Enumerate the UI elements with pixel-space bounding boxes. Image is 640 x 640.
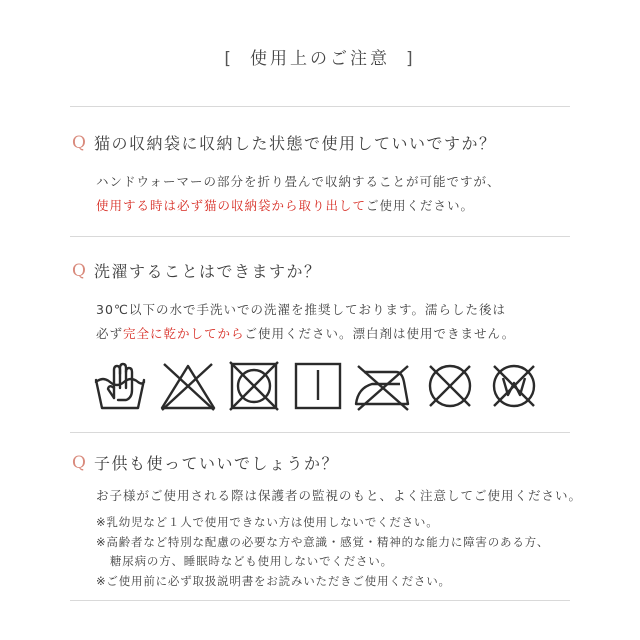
answer-line [96, 322, 515, 346]
q-mark: Q [72, 260, 86, 281]
note-line: ※ご使用前に必ず取扱説明書をお読みいただきご使用ください。 [96, 573, 451, 588]
answer-text: ご使用ください。 [366, 198, 475, 213]
answer-3 [96, 484, 582, 508]
question-text: 猫の収納袋に収納した状態で使用していいですか？ [94, 134, 497, 153]
q-mark: Q [72, 132, 86, 153]
title-text: 使用上のご注意 [250, 49, 390, 69]
line-dry-icon [290, 358, 346, 414]
warning-text: 使用する時は必ず猫の収納袋から取り出して [96, 198, 367, 213]
divider [70, 432, 570, 433]
hand-wash-icon [92, 358, 148, 414]
question-1 [72, 131, 497, 154]
question-text: 洗濯することはできますか？ [94, 262, 322, 281]
question-text: 子供も使っていいでしょうか？ [94, 454, 340, 473]
care-label-icons [92, 358, 548, 414]
divider [70, 236, 570, 237]
answer-line: ハンドウォーマーの部分を折り畳んで収納することが可能ですが、 [96, 174, 501, 189]
warning-text: 完全に乾かしてから [123, 326, 245, 341]
answer-line: お子様がご使用される際は保護者の監視のもと、よく注意してご使用ください。 [96, 488, 583, 503]
note-line: ※乳幼児など１人で使用できない方は使用しないでください。 [96, 515, 439, 529]
bracket-left: [ [224, 49, 234, 69]
answer-line [96, 194, 501, 218]
no-wet-clean-icon [486, 358, 542, 414]
answer-text: 必ず [96, 326, 124, 341]
no-iron-icon [350, 358, 414, 414]
q-mark: Q [72, 452, 86, 473]
answer-2 [96, 298, 515, 346]
no-dry-clean-icon [422, 358, 478, 414]
no-tumble-dry-icon [226, 358, 282, 414]
no-bleach-icon [158, 358, 218, 414]
page-title [0, 44, 640, 69]
answer-line: 30℃以下の水で手洗いでの洗濯を推奨しております。濡らした後は [96, 302, 506, 317]
answer-1 [96, 170, 501, 218]
question-3 [72, 451, 339, 474]
note-line: 糖尿病の方、睡眠時なども使用しないでください。 [110, 554, 393, 568]
divider [70, 106, 570, 107]
answer-text: ご使用ください。漂白剤は使用できません。 [244, 326, 516, 341]
question-2 [72, 259, 322, 282]
note-line: ※高齢者など特別な配慮の必要な方や意識・感覚・精神的な能力に障害のある方、 [96, 534, 550, 549]
divider [70, 600, 570, 601]
bracket-right: ] [406, 49, 416, 69]
notes [96, 513, 549, 591]
